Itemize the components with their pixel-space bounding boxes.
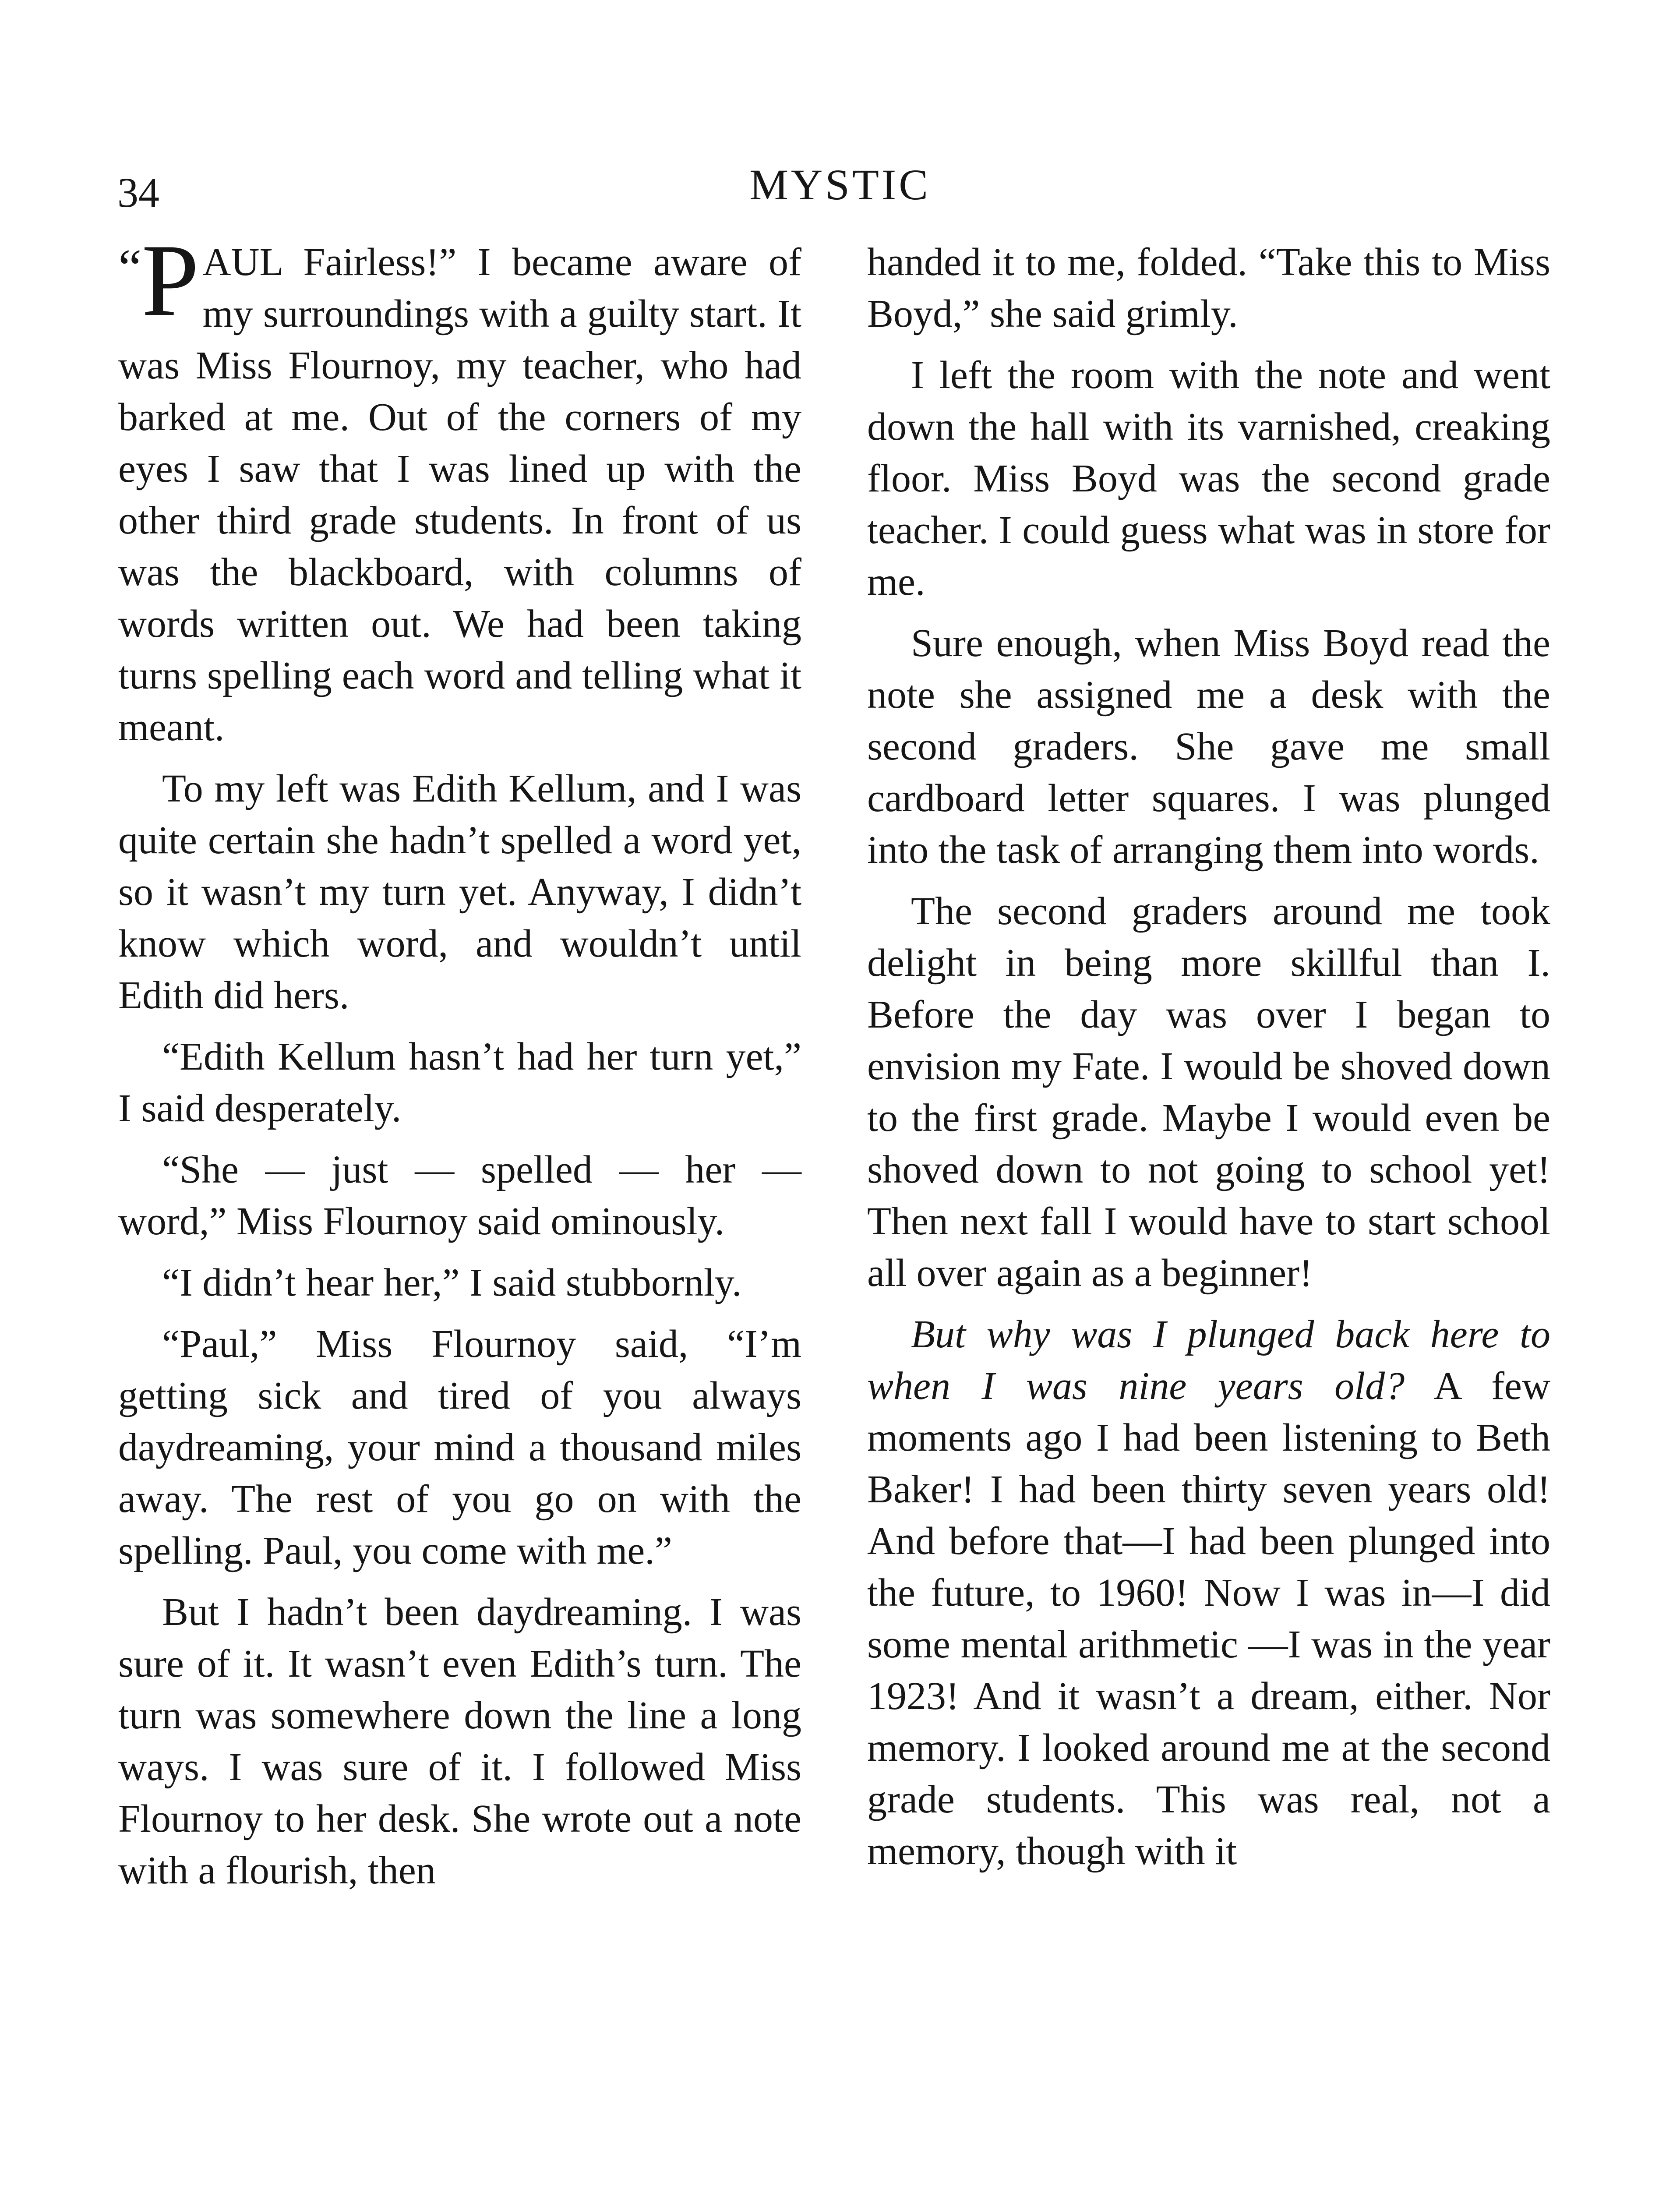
paragraph: “Paul,” Miss Flournoy said, “I’m getting sick and tired of you always daydreaming, your mind a thousand miles away. The rest of you go on with the spelling. Paul, you come with me.” <box>118 1322 801 1572</box>
paragraph: I left the room with the note and went down the hall with its varnished, creaking floor. Miss Boyd was the second grade teacher. I could guess what was in store for me. <box>867 353 1550 604</box>
page-number: 34 <box>117 169 159 216</box>
paragraph-continued: handed it to me, folded. “Take this to Miss Boyd,” she said grimly. <box>867 240 1550 336</box>
paragraph: The second graders around me took delight in being more skillful than I. Before the day was over I began to envision my Fate. I would be shoved down to the first grade. Maybe I would even be shoved down to not going to school yet! Then next fall I would have to start school all over again as a beginner! <box>867 890 1550 1295</box>
right-column <box>867 237 1550 1887</box>
paragraph-italic-lead <box>867 1309 1550 1877</box>
paragraph: Sure enough, when Miss Boyd read the note she assigned me a desk with the second graders. She gave me small cardboard letter squares. I was plunged into the task of arranging them into words. <box>867 622 1550 872</box>
left-column <box>118 223 801 1906</box>
paragraph: To my left was Edith Kellum, and I was quite certain she hadn’t spelled a word yet, so it wasn’t my turn yet. Anyway, I didn’t know which word, and wouldn’t until Edith did hers. <box>118 767 801 1017</box>
drop-cap: P <box>141 223 199 338</box>
italic-question: But why was I plunged back here to when I was nine years old? <box>867 1313 1550 1408</box>
paragraph: “Edith Kellum hasn’t had her turn yet,” I said desperately. <box>118 1035 801 1130</box>
paragraph: “I didn’t hear her,” I said stubbornly. <box>162 1261 742 1304</box>
paragraph: “She — just — spelled — her — word,” Miss Flournoy said ominously. <box>118 1148 801 1243</box>
paragraph-text: A few moments ago I had been listening to Beth Baker! I had been thirty seven years old! And before that—I had been plunged into the future, to 1960! Now I was in—I did some mental arithmetic —I was in the year 1923! And it wasn’t a dream, either. Nor memory. I looked around me at the second grade students. This was real, not a memory, though with it <box>867 1364 1550 1873</box>
opening-quote: “ <box>118 238 142 297</box>
running-head: MYSTIC <box>749 160 931 209</box>
paragraph-opening <box>118 223 801 753</box>
paragraph: But I hadn’t been daydreaming. I was sure of it. It wasn’t even Edith’s turn. The turn was somewhere down the line a long ways. I was sure of it. I followed Miss Flournoy to her desk. She wrote out a note with a flourish, then <box>118 1590 801 1892</box>
paragraph-opening-text: AUL Fairless!” I became aware of my surroundings with a guilty start. It was Miss Flournoy, my teacher, who had barked at me. Out of the corners of my eyes I saw that I was lined up with the other third grade students. In front of us was the blackboard, with columns of words written out. We had been taking turns spelling each word and telling what it meant. <box>118 240 801 749</box>
